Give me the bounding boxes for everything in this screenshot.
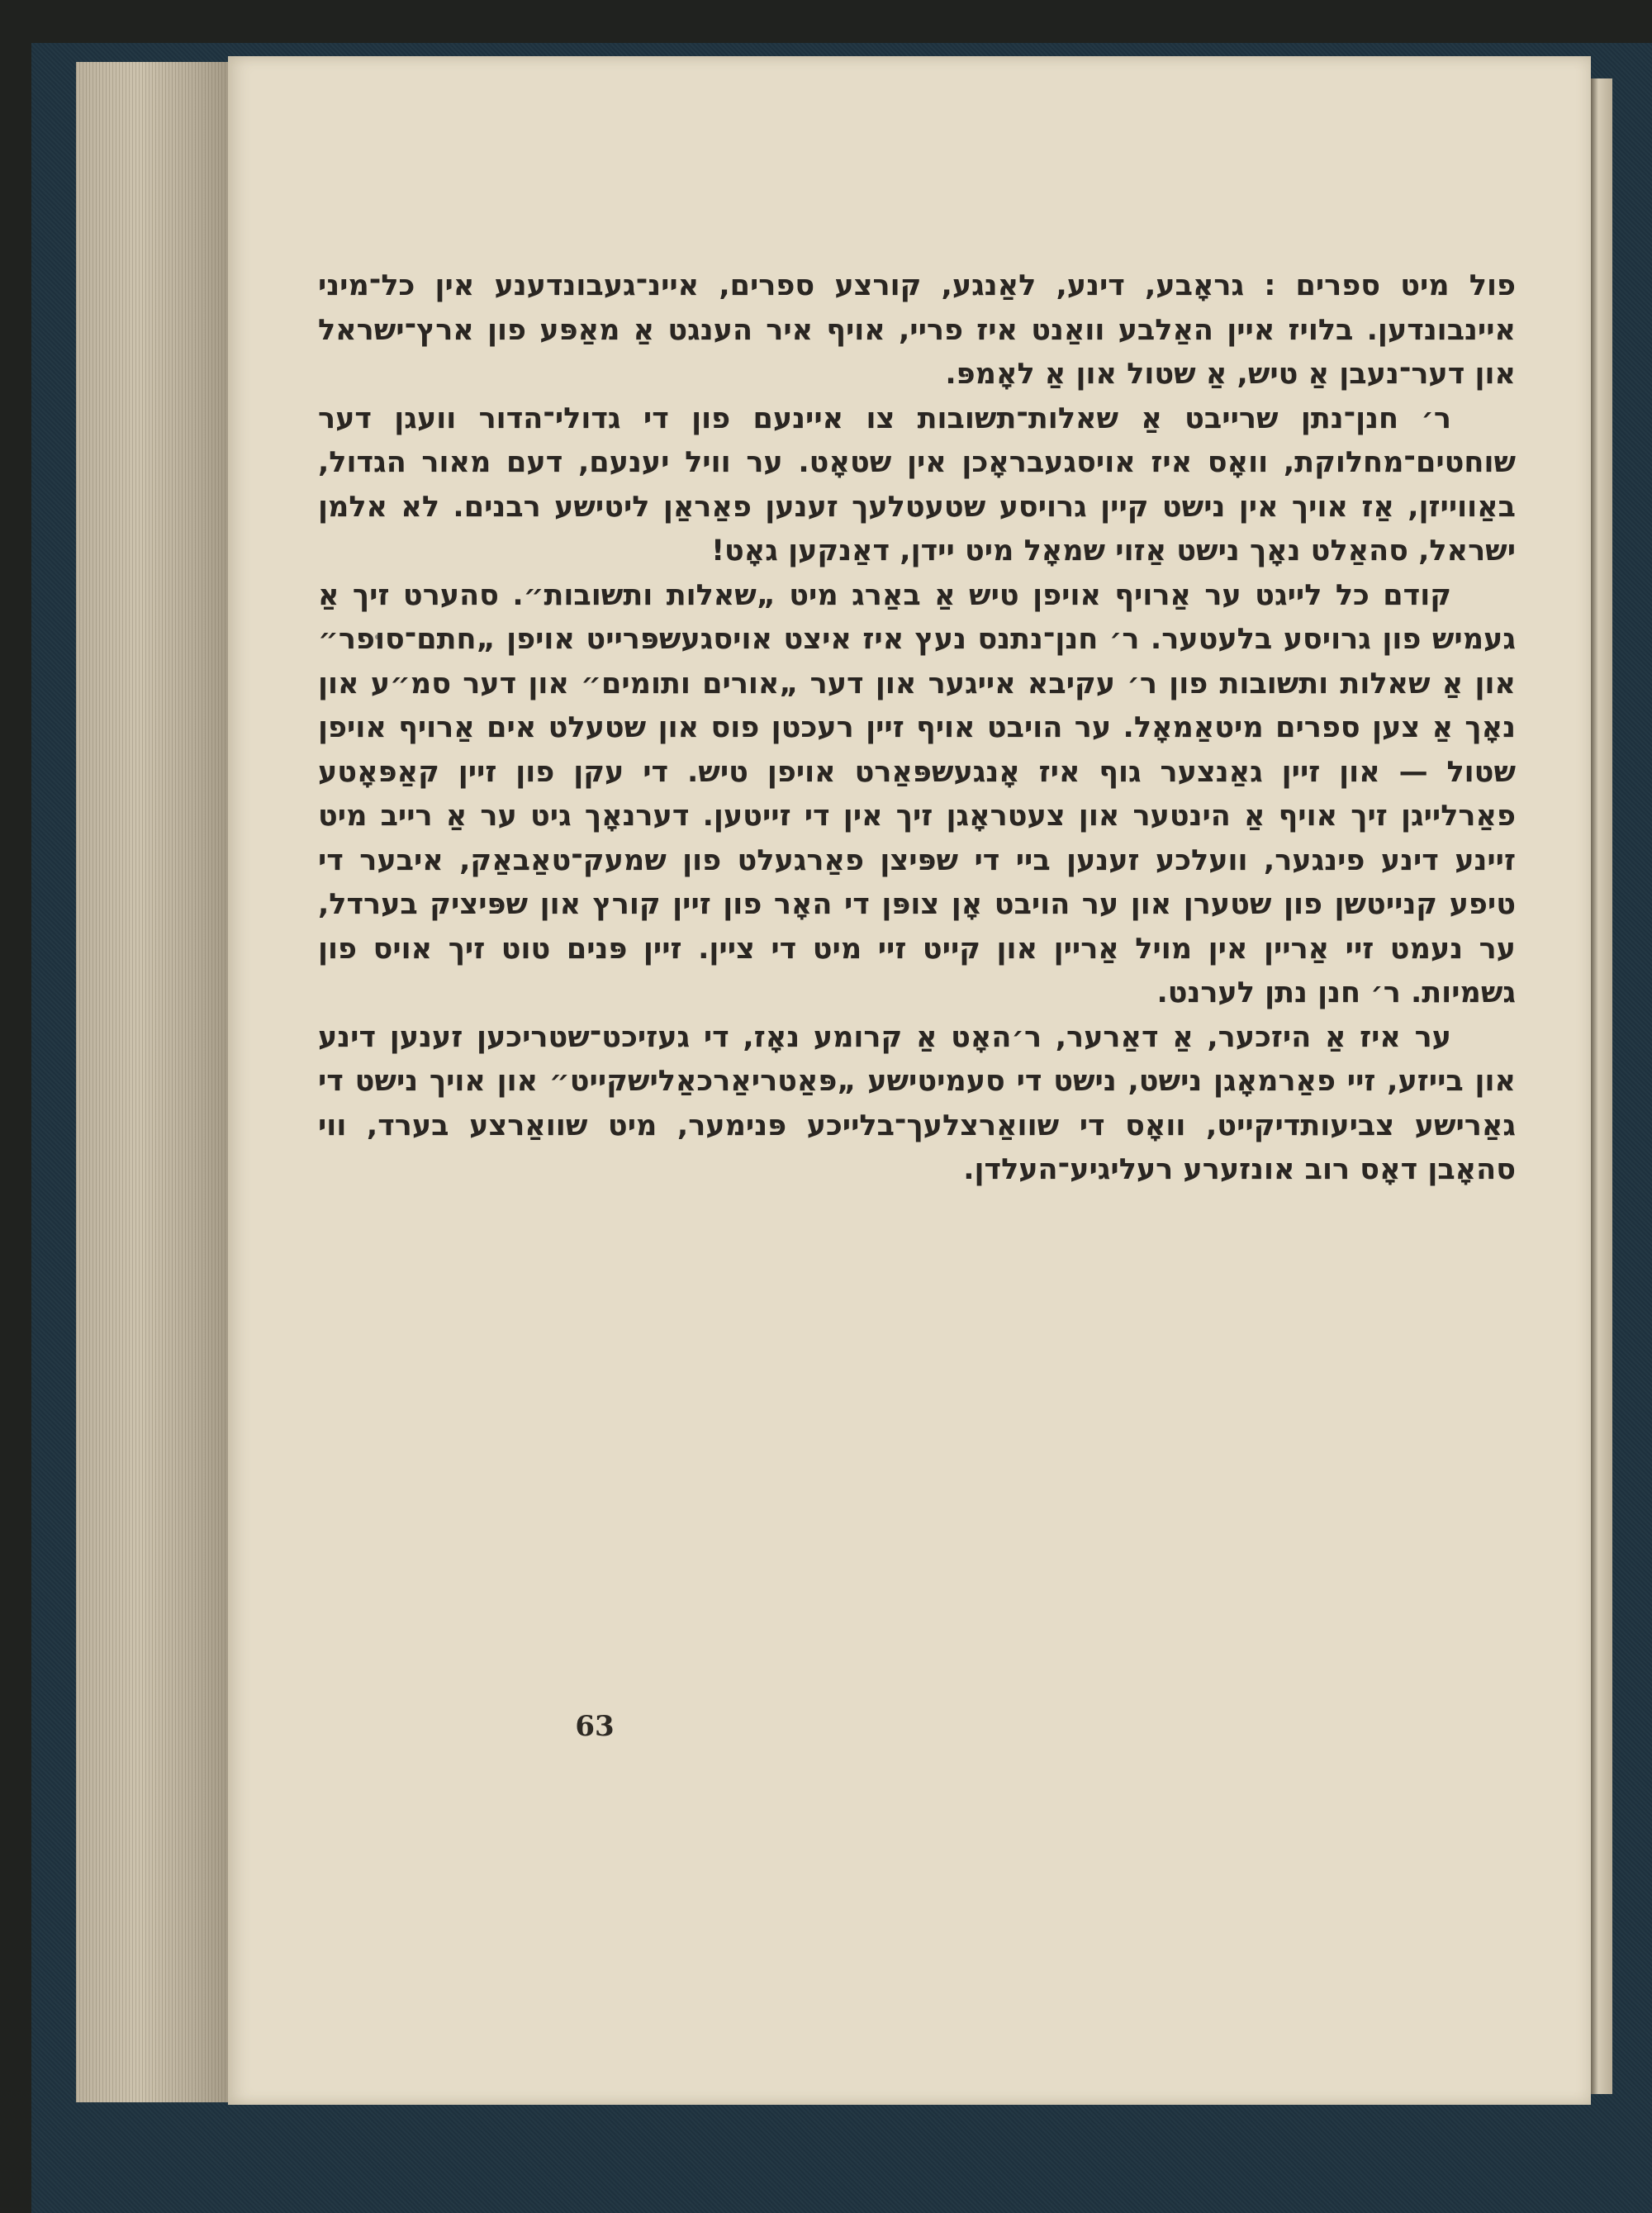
body-text [318, 264, 1516, 1193]
paragraph-1: פול מיט ספרים : גראָבע, דינע, לאַנגע, קורצע ספרים, איינ־געבונדענע אין כל־מיני איינבונדען. בלויז איין האַלבע וואַנט איז פריי, אויף איר הענגט אַ מאַפּע פון ארץ־ישראל און דער־נעבן אַ טיש, אַ שטול און אַ לאָמפּ. [318, 269, 1516, 391]
facing-page-edge [1591, 78, 1612, 2094]
paragraph-2: ר׳ חנן־נתן שרייבט אַ שאלות־תשובות צו איינעם פון די גדולי־הדור וועגן דער שוחטים־מחלוקת, וואָס איז אויסגעבראָכן אין שטאָט. ער וויל יענעם, דעם מאור הגדול, באַווייזן, אַז אויך אין נישט קיין גרויסע שטעטלעך זענען פאַראַן ליטישע רבנים. לא אלמן ישראל, סהאַלט נאָך נישט אַזוי שמאָל מיט יידן, דאַנקען גאָט! [318, 401, 1516, 567]
page-edges-left [76, 62, 233, 2102]
paragraph-4: ער איז אַ היזכער, אַ דאַרער, ר׳האָט אַ קרומע נאָז, די געזיכט־שטריכען זענען דינע און בייזע, זיי פאַרמאָגן נישט, נישט די סעמיטישע „פּאַטריאַרכאַלישקייט״ און אויך נישט די גאַרישע צביעותדיקייט, וואָס די שוואַרצלעך־בלייכע פּנימער, מיט שוואַרצע בערד, ווי סהאָבן דאָס רוב אונזערע רעליגיע־העלדן. [318, 1020, 1516, 1186]
page-number: 63 [575, 1710, 615, 1743]
paragraph-3: קודם כל לייגט ער אַרויף אויפן טיש אַ באַרג מיט „שאלות ותשובות״. סהערט זיך אַ געמיש פון גרויסע בלעטער. ר׳ חנן־נתנס נעץ איז איצט אויסגעשפּרייט אויפן „חתם־סופר״ און אַ שאלות ותשובות פון ר׳ עקיבא אייגער און דער „אורים ותומים״ און דער סמ״ע און נאָך אַ צען ספרים מיטאַמאָל. ער הויבט אויף זיין רעכטן פוס און שטעלט אים אַרויף אויפן שטול — און זיין גאַנצער גוף איז אָנגעשפּאַרט אויפן טיש. די עקן פון זיין קאַפּאָטע פאַרלייגן זיך אויף אַ הינטער און צעטראָגן זיך אין די זייטען. דערנאָך גיט ער אַ רייב מיט זיינע דינע פינגער, וועלכע זענען ביי די שפּיצן פאַרגעלט פון שמעק־טאַבאַק, איבער די טיפע קנייטשן פון שטערן און ער הויבט אָן צופּן די האָר פון זיין קורץ און שפּיציק בערדל, ער נעמט זיי אַריין אין מויל אַריין און קייט זיי מיט די ציין. זיין פּנים טוט זיך אויס פון גשמיות. ר׳ חנן נתן לערנט. [318, 578, 1516, 1009]
